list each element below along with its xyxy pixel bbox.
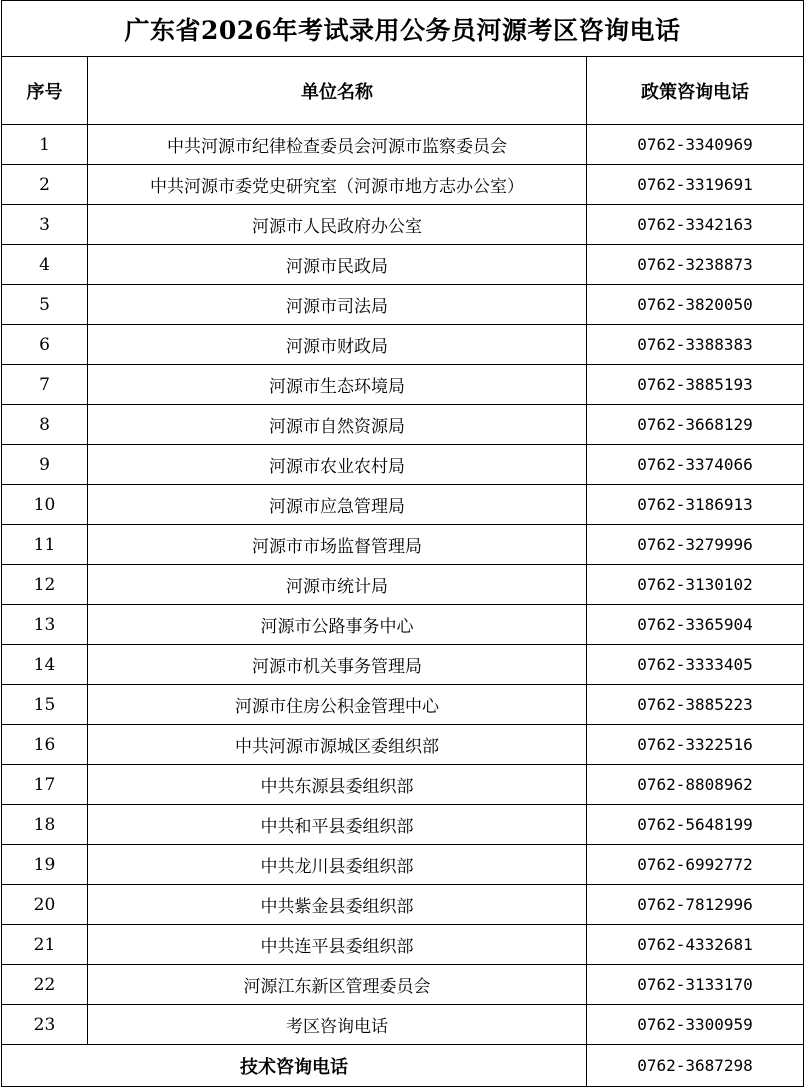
table-row <box>2 885 804 925</box>
phone-number: 0762-8808962 <box>587 765 804 805</box>
row-number: 3 <box>2 205 88 245</box>
contact-table <box>1 0 804 1087</box>
table-row <box>2 205 804 245</box>
unit-name: 河源市财政局 <box>88 325 587 365</box>
phone-number: 0762-3340969 <box>587 125 804 165</box>
row-number: 5 <box>2 285 88 325</box>
table-body <box>2 1 804 1087</box>
unit-name: 河源市自然资源局 <box>88 405 587 445</box>
row-number: 18 <box>2 805 88 845</box>
row-number: 21 <box>2 925 88 965</box>
phone-number: 0762-7812996 <box>587 885 804 925</box>
phone-number: 0762-3133170 <box>587 965 804 1005</box>
unit-name: 中共龙川县委组织部 <box>88 845 587 885</box>
unit-name: 中共东源县委组织部 <box>88 765 587 805</box>
unit-name: 考区咨询电话 <box>88 1005 587 1045</box>
table-row <box>2 765 804 805</box>
table-row <box>2 805 804 845</box>
table-row <box>2 405 804 445</box>
unit-name: 河源市住房公积金管理中心 <box>88 685 587 725</box>
phone-number: 0762-3300959 <box>587 1005 804 1045</box>
row-number: 19 <box>2 845 88 885</box>
row-number: 11 <box>2 525 88 565</box>
table-row <box>2 685 804 725</box>
row-number: 7 <box>2 365 88 405</box>
page-title: 广东省2026年考试录用公务员河源考区咨询电话 <box>2 1 804 57</box>
footer-row <box>2 1045 804 1087</box>
row-number: 2 <box>2 165 88 205</box>
row-number: 6 <box>2 325 88 365</box>
phone-number: 0762-3365904 <box>587 605 804 645</box>
unit-name: 河源市机关事务管理局 <box>88 645 587 685</box>
table-row <box>2 965 804 1005</box>
title-row <box>2 1 804 57</box>
row-number: 15 <box>2 685 88 725</box>
unit-name: 河源市统计局 <box>88 565 587 605</box>
table-row <box>2 245 804 285</box>
table-row <box>2 845 804 885</box>
row-number: 23 <box>2 1005 88 1045</box>
header-row <box>2 57 804 125</box>
phone-number: 0762-3668129 <box>587 405 804 445</box>
unit-name: 河源江东新区管理委员会 <box>88 965 587 1005</box>
phone-number: 0762-5648199 <box>587 805 804 845</box>
row-number: 10 <box>2 485 88 525</box>
unit-name: 中共河源市源城区委组织部 <box>88 725 587 765</box>
row-number: 20 <box>2 885 88 925</box>
table-row <box>2 445 804 485</box>
unit-name: 中共连平县委组织部 <box>88 925 587 965</box>
tech-support-phone: 0762-3687298 <box>587 1045 804 1087</box>
unit-name: 河源市市场监督管理局 <box>88 525 587 565</box>
phone-number: 0762-3388383 <box>587 325 804 365</box>
unit-name: 中共和平县委组织部 <box>88 805 587 845</box>
row-number: 14 <box>2 645 88 685</box>
row-number: 4 <box>2 245 88 285</box>
table-row <box>2 165 804 205</box>
phone-number: 0762-3130102 <box>587 565 804 605</box>
unit-name: 河源市公路事务中心 <box>88 605 587 645</box>
table-row <box>2 605 804 645</box>
phone-number: 0762-3238873 <box>587 245 804 285</box>
row-number: 1 <box>2 125 88 165</box>
row-number: 13 <box>2 605 88 645</box>
phone-number: 0762-3333405 <box>587 645 804 685</box>
table-row <box>2 525 804 565</box>
table-row <box>2 325 804 365</box>
table-row <box>2 565 804 605</box>
row-number: 22 <box>2 965 88 1005</box>
unit-name: 河源市应急管理局 <box>88 485 587 525</box>
header-unit: 单位名称 <box>88 57 587 125</box>
table-row <box>2 645 804 685</box>
phone-number: 0762-3342163 <box>587 205 804 245</box>
phone-number: 0762-4332681 <box>587 925 804 965</box>
table-row <box>2 125 804 165</box>
unit-name: 河源市民政局 <box>88 245 587 285</box>
row-number: 12 <box>2 565 88 605</box>
phone-number: 0762-3885223 <box>587 685 804 725</box>
unit-name: 中共河源市纪律检查委员会河源市监察委员会 <box>88 125 587 165</box>
unit-name: 河源市生态环境局 <box>88 365 587 405</box>
unit-name: 河源市司法局 <box>88 285 587 325</box>
row-number: 8 <box>2 405 88 445</box>
row-number: 16 <box>2 725 88 765</box>
row-number: 9 <box>2 445 88 485</box>
phone-number: 0762-6992772 <box>587 845 804 885</box>
table-row <box>2 1005 804 1045</box>
phone-number: 0762-3885193 <box>587 365 804 405</box>
header-no: 序号 <box>2 57 88 125</box>
phone-number: 0762-3319691 <box>587 165 804 205</box>
phone-number: 0762-3374066 <box>587 445 804 485</box>
unit-name: 中共河源市委党史研究室（河源市地方志办公室） <box>88 165 587 205</box>
unit-name: 中共紫金县委组织部 <box>88 885 587 925</box>
table-row <box>2 365 804 405</box>
row-number: 17 <box>2 765 88 805</box>
tech-support-label: 技术咨询电话 <box>2 1045 587 1087</box>
unit-name: 河源市人民政府办公室 <box>88 205 587 245</box>
table-row <box>2 925 804 965</box>
phone-number: 0762-3279996 <box>587 525 804 565</box>
phone-number: 0762-3186913 <box>587 485 804 525</box>
table-row <box>2 725 804 765</box>
unit-name: 河源市农业农村局 <box>88 445 587 485</box>
header-phone: 政策咨询电话 <box>587 57 804 125</box>
phone-number: 0762-3820050 <box>587 285 804 325</box>
table-row <box>2 285 804 325</box>
table-row <box>2 485 804 525</box>
phone-number: 0762-3322516 <box>587 725 804 765</box>
